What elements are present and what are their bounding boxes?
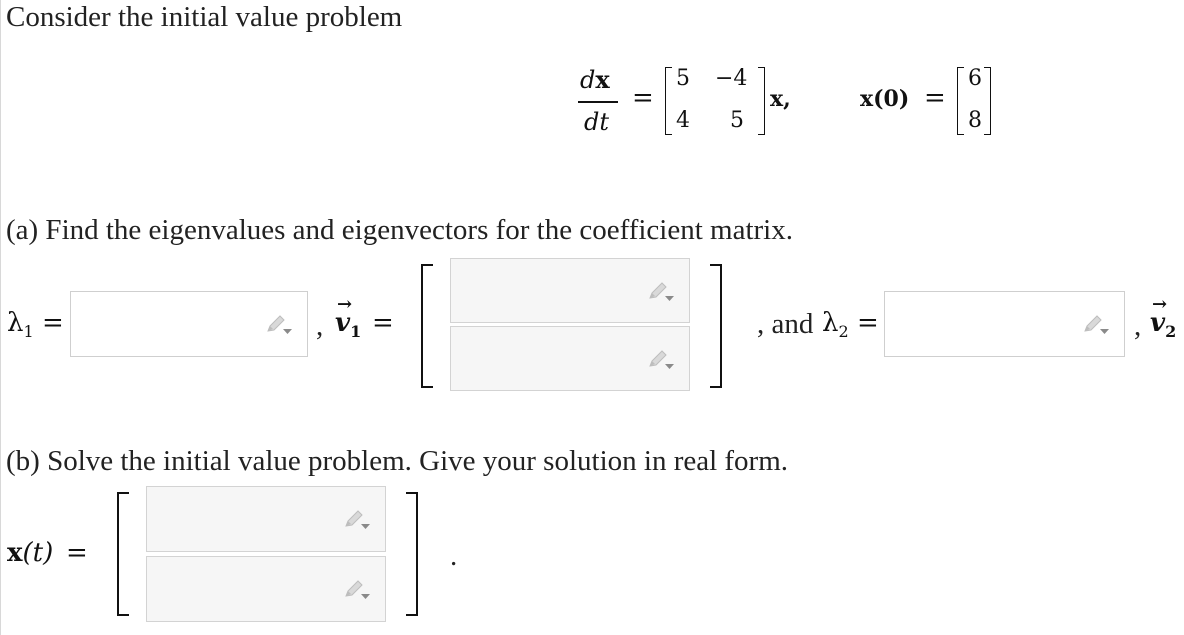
dt-denominator: dt [584,108,610,136]
x-of-t-equals: = [66,538,88,568]
initial-condition-lhs: x(0) [860,86,910,112]
lambda1-answer-field[interactable] [70,291,308,357]
pencil-dropdown-icon[interactable] [647,281,675,303]
v1-label: → $v_1$ [335,294,362,342]
matrix-left-bracket [665,67,672,135]
v1-equals: = [372,308,394,338]
pencil-dropdown-icon[interactable] [647,349,675,371]
v1-right-bracket [710,264,722,388]
fraction-bar [578,101,618,103]
ic-value-2: 8 [968,108,982,133]
v1-component-1-field[interactable] [450,258,690,323]
v1-left-bracket [421,264,433,388]
part-b-prompt: (b) Solve the initial value problem. Give your solution in real form. [6,445,789,477]
lambda1-label: $\lambda_1$ [7,308,34,342]
matrix-a12: −4 [715,66,748,91]
ic-equals-sign: = [924,83,946,113]
x-vector: x, [770,86,791,112]
ic-left-bracket [957,67,964,135]
equals-sign: = [632,83,654,113]
pencil-dropdown-icon[interactable] [1082,314,1110,336]
left-border [0,0,1,635]
v1-component-2-field[interactable] [450,326,690,391]
solution-component-2-field[interactable] [146,556,386,622]
ic-right-bracket [984,67,991,135]
x-of-t-label: x(t) [7,538,54,568]
pencil-dropdown-icon[interactable] [343,509,371,531]
pencil-dropdown-icon[interactable] [343,579,371,601]
v2-separator: , [1134,310,1142,342]
lambda2-equals: = [857,308,879,338]
and-text: , and [757,308,814,340]
matrix-a11: 5 [676,66,690,91]
solution-right-bracket [406,492,418,616]
part-a-prompt: (a) Find the eigenvalues and eigenvectors for the coefficient matrix. [6,214,793,246]
matrix-a22: 5 [730,108,744,133]
lambda2-answer-field[interactable] [884,291,1125,357]
solution-left-bracket [117,492,129,616]
intro-text: Consider the initial value problem [6,1,403,33]
v1-separator: , [316,310,324,342]
v2-label: → $v_2$ [1150,294,1177,342]
matrix-a21: 4 [676,108,690,133]
pencil-dropdown-icon[interactable] [265,314,293,336]
ic-value-1: 6 [968,66,982,91]
matrix-right-bracket [758,67,765,135]
dx-numerator: dx [580,65,610,94]
lambda1-equals: = [42,308,64,338]
solution-period: . [450,540,458,572]
lambda2-label: $\lambda_2$ [822,308,849,342]
solution-component-1-field[interactable] [146,486,386,552]
